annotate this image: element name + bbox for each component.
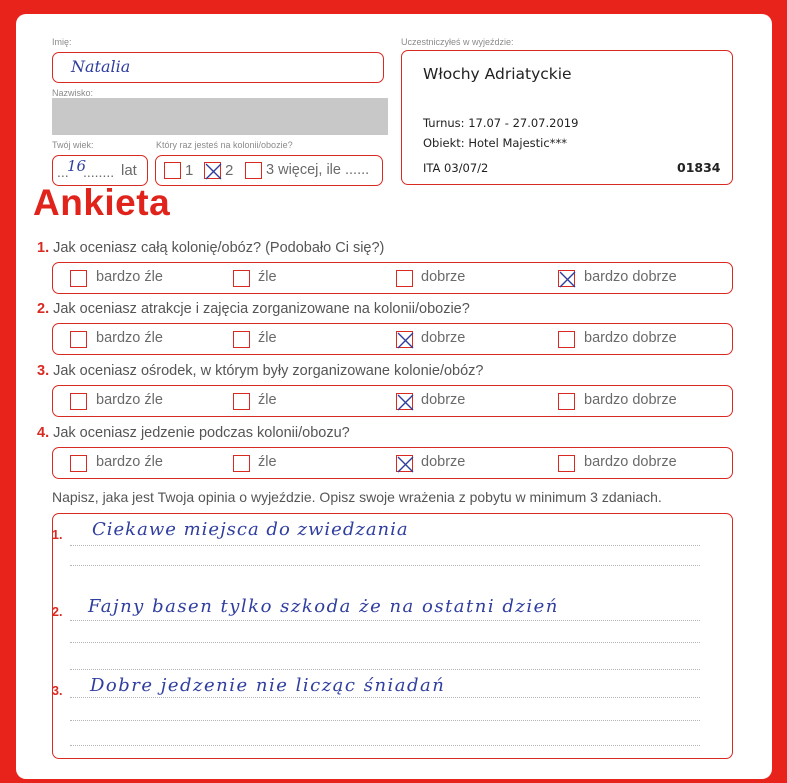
rating-label: bardzo dobrze — [584, 269, 677, 285]
opinion-prompt: Napisz, jaka jest Twoja opinia o wyjeździe. Opisz swoje wrażenia z pobytu w minimum 3 zdaniach. — [52, 489, 662, 505]
rating-label: dobrze — [421, 269, 466, 285]
trip-label: Uczestniczyłeś w wyjeździe: — [401, 37, 514, 47]
nazwisko-label: Nazwisko: — [52, 88, 94, 98]
rating-checkbox[interactable] — [558, 270, 575, 287]
rating-label: bardzo źle — [96, 454, 163, 470]
x-mark-icon — [395, 454, 416, 475]
writing-line — [70, 745, 700, 746]
option-3-label: 3 więcej, ile ...... — [266, 162, 370, 178]
rating-checkbox[interactable] — [70, 455, 87, 472]
ktory-raz-label: Który raz jesteś na kolonii/obozie? — [156, 140, 293, 150]
rating-checkbox[interactable] — [396, 393, 413, 410]
x-mark-icon — [395, 392, 416, 413]
rating-label: dobrze — [421, 330, 466, 346]
rating-checkbox[interactable] — [233, 270, 250, 287]
writing-line — [70, 545, 700, 546]
writing-line — [70, 697, 700, 698]
writing-line — [70, 720, 700, 721]
option-1-label: 1 — [185, 162, 194, 179]
rating-checkbox[interactable] — [396, 331, 413, 348]
question-1 — [37, 240, 384, 256]
writing-line — [70, 642, 700, 643]
option-1-checkbox[interactable] — [164, 162, 181, 179]
rating-checkbox[interactable] — [70, 331, 87, 348]
trip-box — [401, 50, 733, 185]
opinion-box[interactable] — [52, 513, 733, 759]
rating-label: bardzo dobrze — [584, 454, 677, 470]
opinion-item-2-text: Fajny basen tylko szkoda że na ostatni dzień — [88, 596, 559, 617]
question-text: Jak oceniasz całą kolonię/obóz? (Podobało Ci się?) — [53, 240, 385, 256]
rating-label: źle — [258, 269, 277, 285]
question-2 — [37, 301, 470, 317]
rating-label: bardzo dobrze — [584, 392, 677, 408]
question-number: 2. — [37, 301, 50, 317]
wiek-value: 16 — [67, 157, 87, 175]
wiek-dots-after: ........ — [83, 164, 115, 180]
trip-destination: Włochy Adriatyckie — [423, 65, 572, 83]
x-mark-icon — [203, 161, 224, 182]
opinion-item-1-text: Ciekawe miejsca do zwiedzania — [92, 519, 409, 540]
question-text: Jak oceniasz atrakcje i zajęcia zorganizowane na kolonii/obozie? — [53, 301, 470, 317]
writing-line — [70, 620, 700, 621]
ktory-raz-field — [155, 155, 383, 186]
writing-line — [70, 669, 700, 670]
imie-field[interactable] — [52, 52, 384, 83]
question-text: Jak oceniasz ośrodek, w którym były zorganizowane kolonie/obóz? — [53, 363, 484, 379]
x-mark-icon — [395, 330, 416, 351]
rating-label: bardzo źle — [96, 269, 163, 285]
trip-number: 01834 — [677, 160, 721, 175]
rating-label: dobrze — [421, 392, 466, 408]
page-title: Ankieta — [33, 182, 171, 223]
rating-label: źle — [258, 454, 277, 470]
rating-checkbox[interactable] — [70, 393, 87, 410]
rating-checkbox[interactable] — [558, 393, 575, 410]
rating-label: źle — [258, 392, 277, 408]
option-2-label: 2 — [225, 162, 234, 179]
question-number: 4. — [37, 425, 50, 441]
question-4 — [37, 425, 350, 441]
opinion-item-2-number: 2. — [52, 605, 63, 619]
rating-label: bardzo źle — [96, 392, 163, 408]
wiek-label: Twój wiek: — [52, 140, 94, 150]
opinion-item-1-number: 1. — [52, 528, 63, 542]
imie-label: Imię: — [52, 37, 72, 47]
question-number: 3. — [37, 363, 50, 379]
rating-label: bardzo źle — [96, 330, 163, 346]
x-mark-icon — [557, 269, 578, 290]
question-number: 1. — [37, 240, 50, 256]
rating-checkbox[interactable] — [233, 331, 250, 348]
rating-checkbox[interactable] — [558, 331, 575, 348]
trip-turnus: Turnus: 17.07 - 27.07.2019 — [423, 116, 579, 130]
writing-line — [70, 565, 700, 566]
rating-checkbox[interactable] — [396, 270, 413, 287]
rating-checkbox[interactable] — [558, 455, 575, 472]
rating-label: bardzo dobrze — [584, 330, 677, 346]
option-2-checkbox[interactable] — [204, 162, 221, 179]
trip-code: ITA 03/07/2 — [423, 161, 489, 175]
imie-value: Natalia — [71, 57, 131, 76]
rating-label: dobrze — [421, 454, 466, 470]
option-3-checkbox[interactable] — [245, 162, 262, 179]
wiek-dots-before: ... — [57, 164, 69, 180]
rating-checkbox[interactable] — [233, 393, 250, 410]
rating-checkbox[interactable] — [70, 270, 87, 287]
opinion-item-3-text: Dobre jedzenie nie licząc śniadań — [90, 675, 446, 696]
wiek-unit: lat — [121, 162, 137, 179]
rating-checkbox[interactable] — [396, 455, 413, 472]
rating-label: źle — [258, 330, 277, 346]
opinion-item-3-number: 3. — [52, 684, 63, 698]
question-text: Jak oceniasz jedzenie podczas kolonii/obozu? — [53, 425, 350, 441]
trip-obiekt: Obiekt: Hotel Majestic*** — [423, 136, 567, 150]
question-3 — [37, 363, 483, 379]
nazwisko-redaction — [52, 98, 388, 135]
rating-checkbox[interactable] — [233, 455, 250, 472]
